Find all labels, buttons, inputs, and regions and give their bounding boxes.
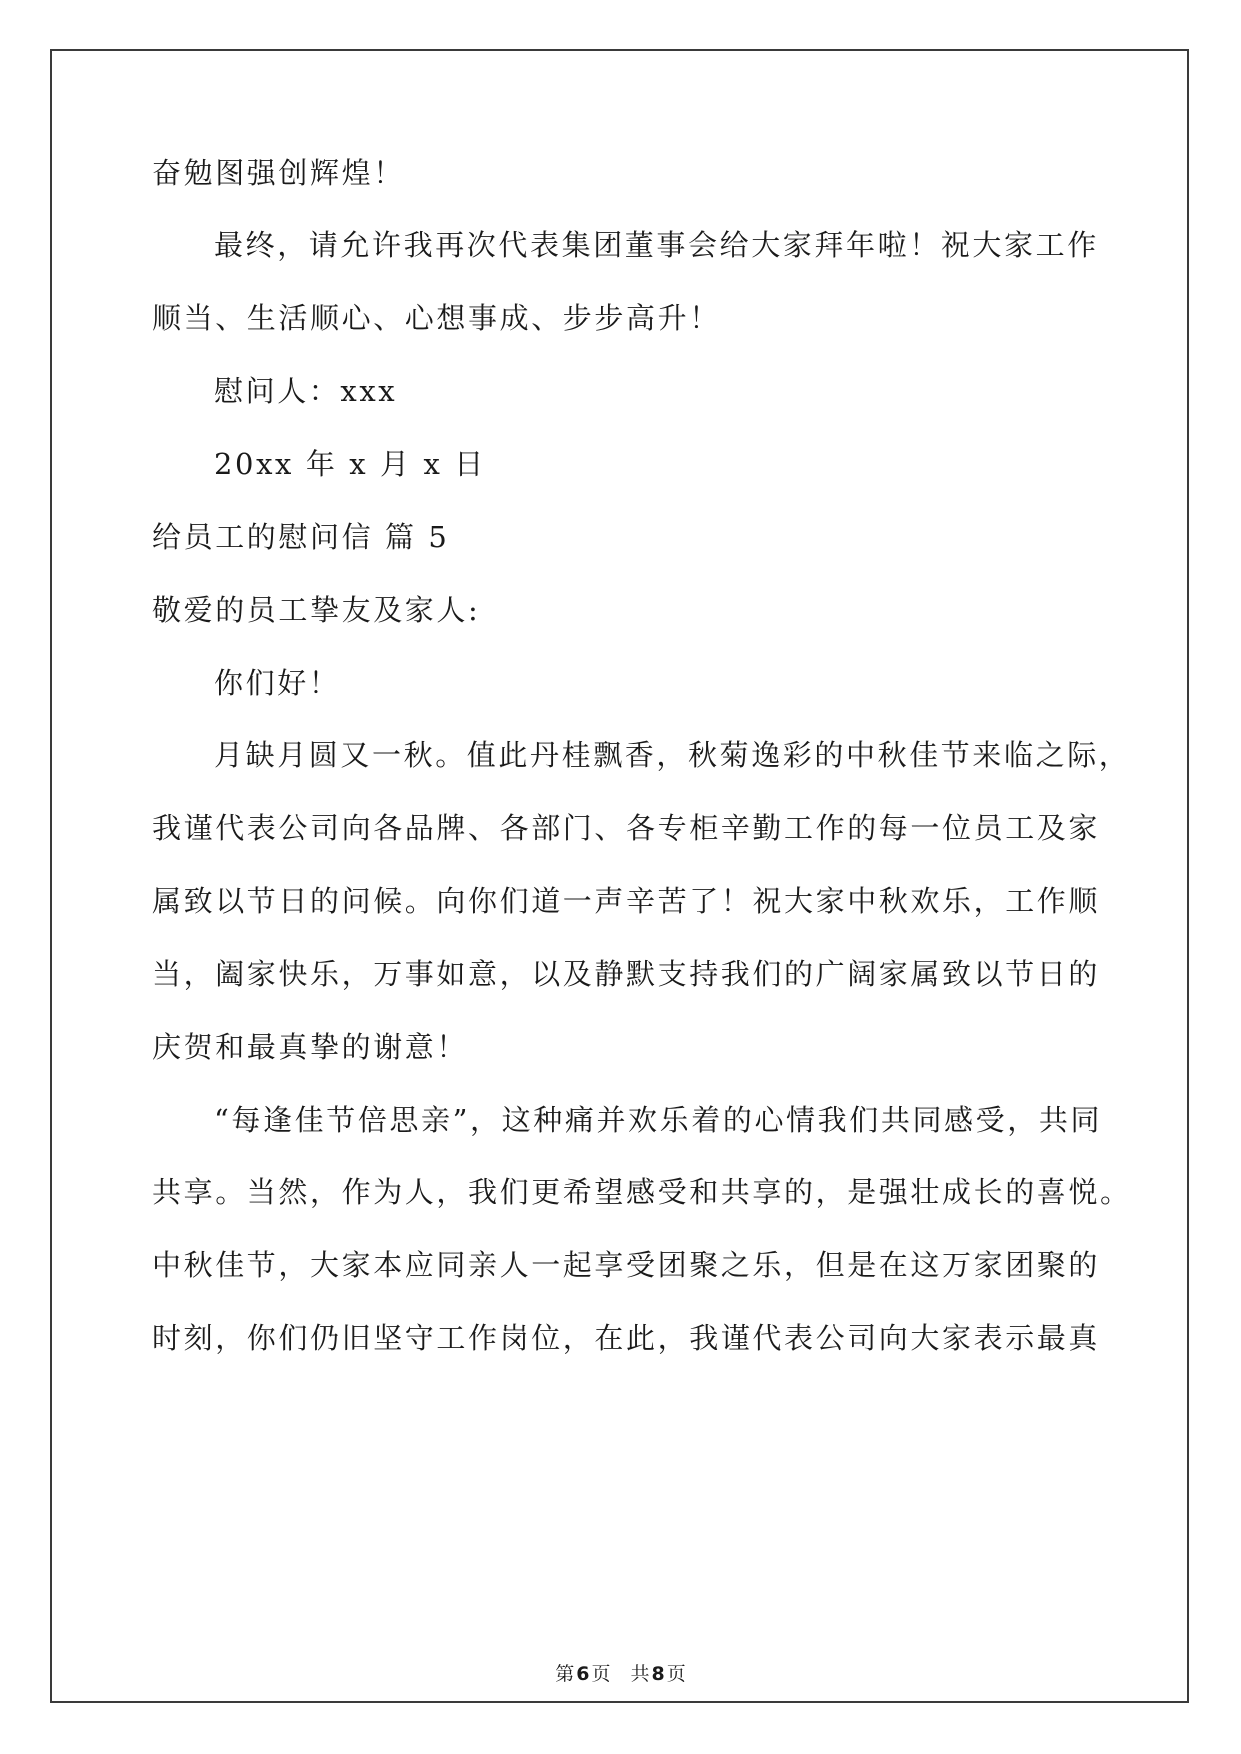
text-line: 庆贺和最真挚的谢意！ (152, 1030, 469, 1064)
page-current: 6 (576, 1663, 590, 1685)
text-line: 属致以节日的问候。向你们道一声辛苦了！祝大家中秋欢乐，工作顺 (152, 884, 1101, 918)
page-prefix: 第 (555, 1663, 575, 1685)
text-line: “每逢佳节倍思亲”，这种痛并欢乐着的心情我们共同感受，共同 (214, 1103, 1103, 1137)
text-line: 最终，请允许我再次代表集团董事会给大家拜年啦！祝大家工作 (214, 228, 1099, 262)
total-suffix: 页 (666, 1663, 686, 1685)
text-line: 中秋佳节，大家本应同亲人一起享受团聚之乐，但是在这万家团聚的 (152, 1248, 1101, 1282)
greeting: 你们好！ (214, 666, 341, 700)
page-footer (0, 1662, 1241, 1686)
text-line: 我谨代表公司向各品牌、各部门、各专柜辛勤工作的每一位员工及家 (152, 811, 1101, 845)
signature-line: 慰问人：xxx (214, 374, 398, 408)
text-line: 当，阖家快乐，万事如意，以及静默支持我们的广阔家属致以节日的 (152, 957, 1101, 991)
page-suffix: 页 (591, 1663, 611, 1685)
text-line: 顺当、生活顺心、心想事成、步步高升！ (152, 301, 721, 335)
text-line: 时刻，你们仍旧坚守工作岗位，在此，我谨代表公司向大家表示最真 (152, 1321, 1101, 1355)
text-line: 月缺月圆又一秋。值此丹桂飘香，秋菊逸彩的中秋佳节来临之际， (214, 738, 1131, 772)
text-line: 共享。当然，作为人，我们更希望感受和共享的，是强壮成长的喜悦。 (152, 1175, 1132, 1209)
text-line: 奋勉图强创辉煌！ (152, 156, 405, 190)
page-total: 8 (651, 1663, 665, 1685)
salutation: 敬爱的员工挚友及家人: (152, 593, 481, 627)
section-heading: 给员工的慰问信 篇 5 (152, 520, 450, 554)
date-line: 20xx 年 x 月 x 日 (214, 447, 486, 481)
total-prefix: 共 (630, 1663, 650, 1685)
